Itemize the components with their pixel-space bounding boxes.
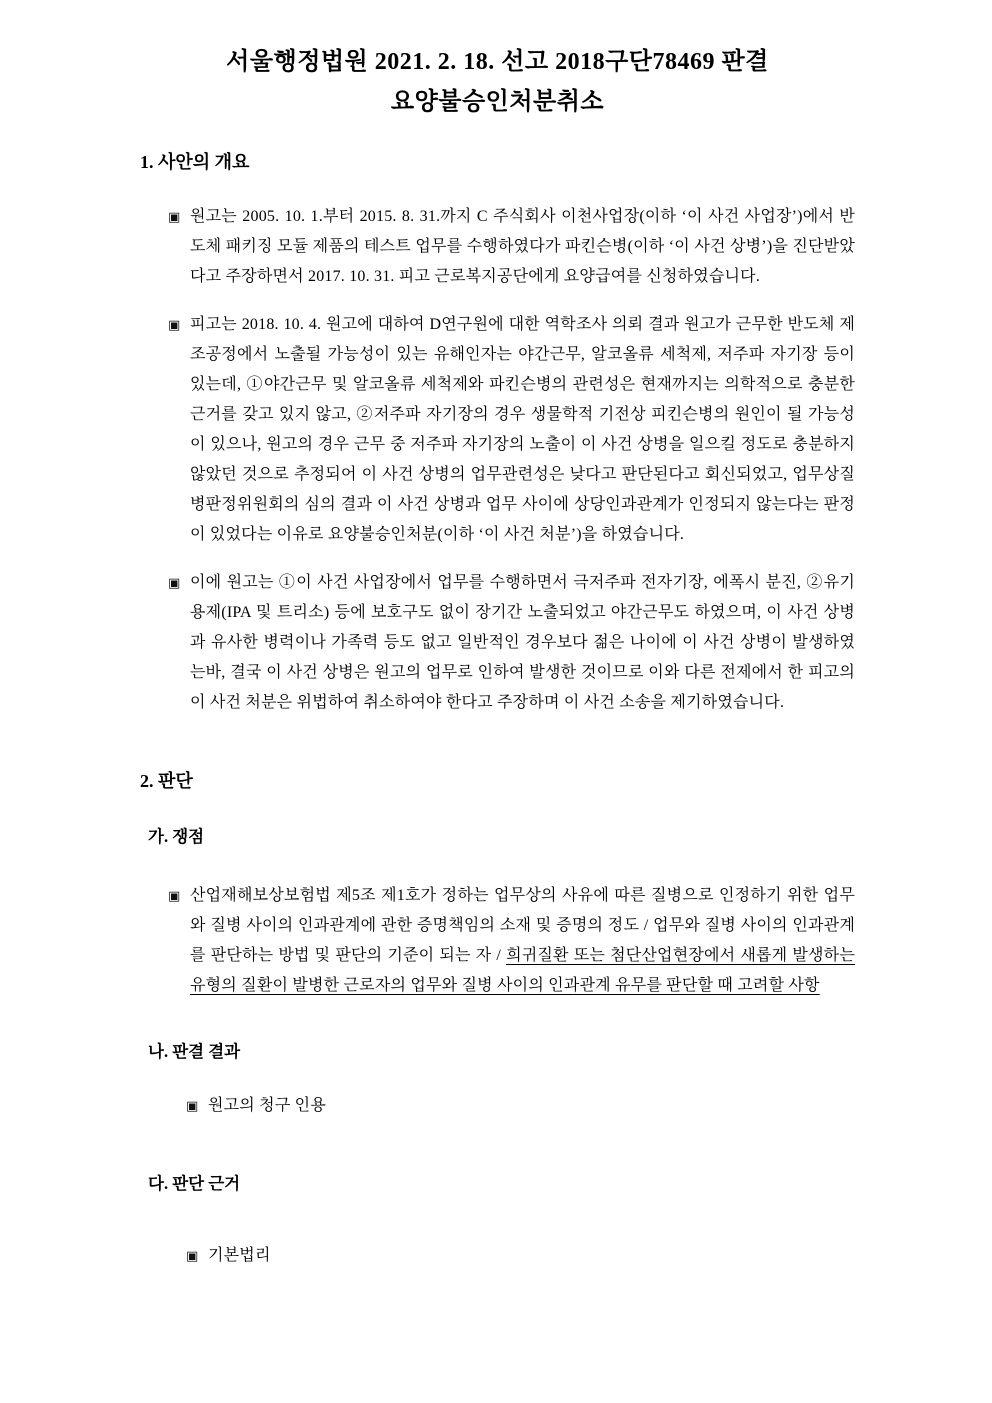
paragraph-text: 기본법리 <box>208 1247 271 1264</box>
document-title: 서울행정법원 2021. 2. 18. 선고 2018구단78469 판결 <box>226 49 769 75</box>
paragraph-text: 원고는 2005. 10. 1.부터 2015. 8. 31.까지 C 주식회사 이천사업장(이하 ‘이 사건 사업장’)에서 반도체 패키징 모듈 제품의 테스트 업무를 수행하였다가 파킨슨병(이하 ‘이 사건 상병’)을 진단받았다고 주장하면서 2017. 10. 31. 피고 근로복지공단에게 요양급여를 신청하였습니다. <box>190 208 855 285</box>
square-bullet-icon: ▣ <box>186 1248 199 1263</box>
square-bullet-icon: ▣ <box>186 1098 199 1113</box>
bullet-paragraph-issues <box>168 881 855 1001</box>
bullet-paragraph-basis <box>186 1241 855 1271</box>
issue-text-plain: 산업재해보상보험법 제5조 제1호가 정하는 업무상의 사유에 따른 질병으로 인정하기 위한 업무와 질병 사이의 인과관계에 관한 증명책임의 소재 및 증명의 정도 / 업무와 질병 사이의 인과관계를 판단하는 방법 및 판단의 기준이 되는 자 / <box>190 887 855 964</box>
subsection-basis-heading: 다. 판단 근거 <box>148 1174 241 1193</box>
section-case-overview <box>140 149 855 718</box>
document-header <box>140 42 855 122</box>
section-2-heading: 2. 판단 <box>140 771 193 791</box>
square-bullet-icon: ▣ <box>168 888 181 903</box>
section-1-heading: 1. 사안의 개요 <box>140 152 250 172</box>
section-judgment <box>140 768 855 1271</box>
issue-text-underlined: 희귀질환 또는 첨단산업현장에서 새롭게 발생하는 유형의 질환이 발병한 근로자의 업무와 질병 사이의 인과관계 유무를 판단할 때 고려할 사항 <box>190 947 855 994</box>
bullet-paragraph-plaintiff-argument <box>168 568 855 718</box>
square-bullet-icon: ▣ <box>168 317 181 332</box>
paragraph-text <box>190 881 855 1001</box>
paragraph-text: 원고의 청구 인용 <box>208 1097 326 1114</box>
paragraph-text: 피고는 2018. 10. 4. 원고에 대하여 D연구원에 대한 역학조사 의뢰 결과 원고가 근무한 반도체 제조공정에서 노출될 가능성이 있는 유해인자는 야간근무, 알코올류 세척제, 저주파 자기장 등이 있는데, ①야간근무 및 알코올류 세척제와 파킨슨병의 관련성은 현재까지는 의학적으로 충분한 근거를 갖고 있지 않고, ②저주파 자기장의 경우 생물학적 기전상 피킨슨병의 원인이 될 가능성이 있으나, 원고의 경우 근무 중 저주파 자기장의 노출이 이 사건 상병을 일으킬 정도로 충분하지 않았던 것으로 추정되어 이 사건 상병의 업무관련성은 낮다고 판단된다고 회신되었고, 업무상질병판정위원회의 심의 결과 이 사건 상병과 업무 사이에 상당인과관계가 인정되지 않는다는 판정이 있었다는 이유로 요양불승인처분(이하 ‘이 사건 처분’)을 하였습니다. <box>190 316 855 543</box>
document-subtitle: 요양불승인처분취소 <box>390 89 605 115</box>
square-bullet-icon: ▣ <box>168 209 181 224</box>
bullet-paragraph-defendant <box>168 310 855 550</box>
bullet-paragraph-claim <box>168 202 855 292</box>
square-bullet-icon: ▣ <box>168 575 181 590</box>
subsection-result-heading: 나. 판결 결과 <box>148 1042 241 1061</box>
subsection-issues-heading: 가. 쟁점 <box>148 827 205 846</box>
bullet-paragraph-result <box>186 1091 855 1121</box>
paragraph-text: 이에 원고는 ①이 사건 사업장에서 업무를 수행하면서 극저주파 전자기장, 에폭시 분진, ②유기용제(IPA 및 트리소) 등에 보호구도 없이 장기간 노출되었고 야간근무도 하였으며, 이 사건 상병과 유사한 병력이나 가족력 등도 없고 일반적인 경우보다 젊은 나이에 이 사건 상병이 발생하였는바, 결국 이 사건 상병은 원고의 업무로 인하여 발생한 것이므로 이와 다른 전제에서 한 피고의 이 사건 처분은 위법하여 취소하여야 한다고 주장하며 이 사건 소송을 제기하였습니다. <box>190 574 855 711</box>
